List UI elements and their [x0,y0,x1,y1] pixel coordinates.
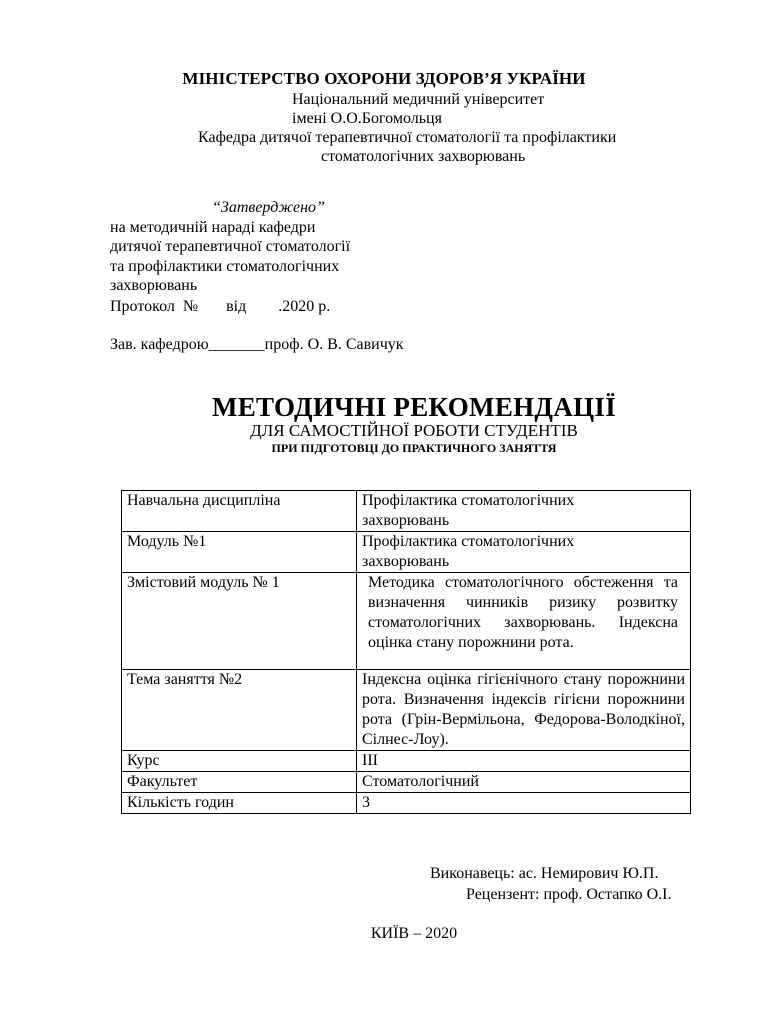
city-year: КИЇВ – 2020 [370,925,458,942]
reviewer: Рецензент: проф. Остапко О.І. [466,886,672,903]
row-value: ІІІ [357,751,691,772]
row-value: Стоматологічний [357,772,691,793]
university-name-2: імені О.О.Богомольця [292,110,442,127]
approval-protocol: Протокол № від .2020 р. [110,298,331,315]
department-name: Кафедра дитячої терапевтичної стоматології та профілактики [198,129,617,146]
head-of-department: Зав. кафедрою_______проф. О. В. Савичук [110,336,404,353]
row-label: Тема заняття №2 [122,670,357,751]
approval-title: “Затверджено” [212,199,325,216]
row-label: Кількість годин [122,793,357,814]
ministry-title: МІНІСТЕРСТВО ОХОРОНИ ЗДОРОВ’Я УКРАЇНИ [182,69,586,88]
document-subtitle: ДЛЯ САМОСТІЙНОЇ РОБОТИ СТУДЕНТІВ [250,421,578,440]
row-value: Профілактика стоматологічних захворювань [357,491,691,532]
row-value: Методика стоматологічного обстеження та визначення чинників ризику розвитку стоматологічних захворювань. Індексна оцінка стану порожнини рота. [357,573,691,670]
table-row [122,772,691,793]
department-name-2: стоматологічних захворювань [321,148,526,165]
row-label: Навчальна дисципліна [122,491,357,532]
row-label: Змістовий модуль № 1 [122,573,357,670]
course-info-table [121,490,691,814]
row-value: Профілактика стоматологічних захворювань [357,532,691,573]
table-row [122,532,691,573]
approval-line: захворювань [110,277,198,294]
table-row [122,793,691,814]
row-value: 3 [357,793,691,814]
row-label: Модуль №1 [122,532,357,573]
approval-line: та профілактики стоматологічних [110,258,340,275]
document-title: МЕТОДИЧНІ РЕКОМЕНДАЦІЇ [211,392,617,422]
row-label: Факультет [122,772,357,793]
approval-line: дитячої терапевтичної стоматології [110,238,351,255]
row-value: Індексна оцінка гігієнічного стану порожнини рота. Визначення індексів гігієни порожнини рота (Грін-Вермільона, Федорова-Володкіної, Сілнес-Лоу). [357,670,691,751]
row-label: Курс [122,751,357,772]
table-row [122,751,691,772]
executor: Виконавець: ас. Немирович Ю.П. [430,865,659,882]
document-subtitle-2: ПРИ ПІДГОТОВЦІ ДО ПРАКТИЧНОГО ЗАНЯТТЯ [271,441,557,455]
table-row [122,573,691,670]
approval-line: на методичній нараді кафедри [110,219,316,236]
university-name: Національний медичний університет [292,91,545,108]
table-row [122,670,691,751]
table-row [122,491,691,532]
